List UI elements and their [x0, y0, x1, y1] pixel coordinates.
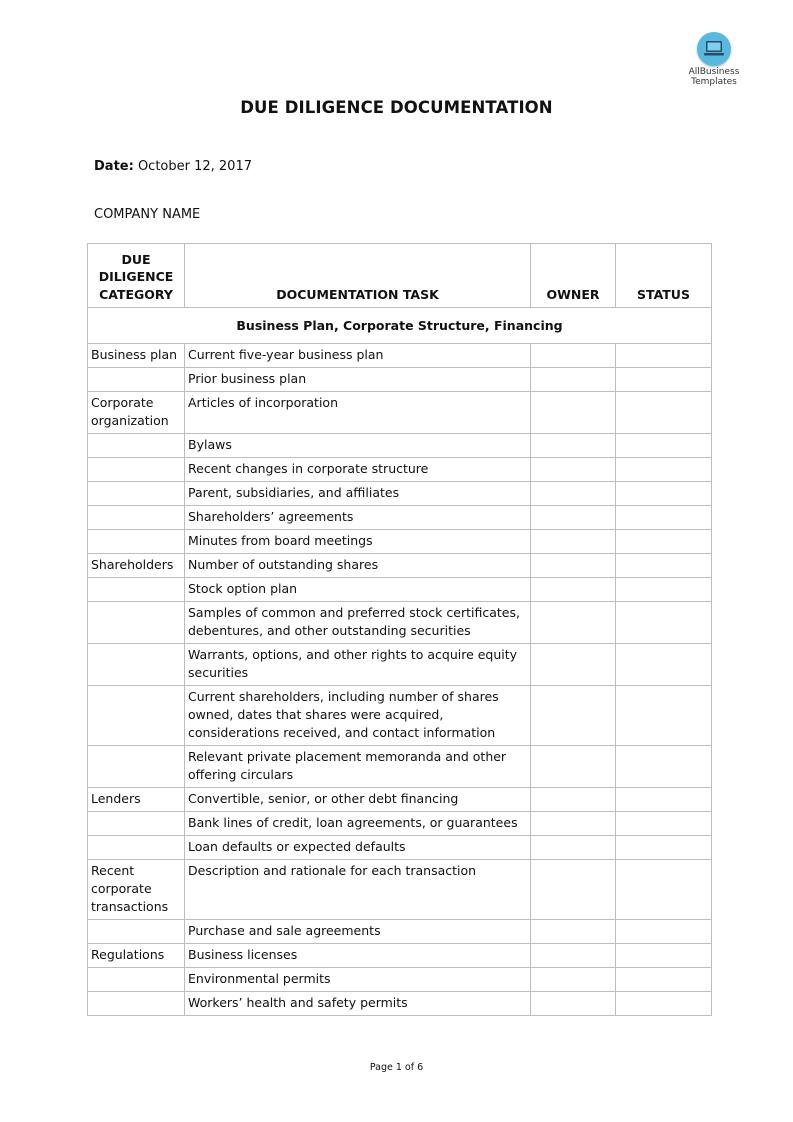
- status-cell: [616, 836, 712, 860]
- header-category-line: DILIGENCE: [98, 269, 174, 284]
- allbusiness-templates-logo: [686, 32, 742, 87]
- category-cell: [88, 812, 185, 836]
- table-row: [88, 458, 712, 482]
- logo-text-line2: Templates: [691, 76, 737, 87]
- category-cell: [88, 920, 185, 944]
- status-cell: [616, 968, 712, 992]
- owner-cell: [531, 686, 616, 746]
- status-cell: [616, 554, 712, 578]
- table-row: [88, 578, 712, 602]
- company-name: COMPANY NAME: [94, 207, 201, 222]
- task-cell: Business licenses: [185, 944, 531, 968]
- table-row: [88, 482, 712, 506]
- category-cell: [88, 602, 185, 644]
- category-cell: [88, 578, 185, 602]
- owner-cell: [531, 836, 616, 860]
- owner-cell: [531, 506, 616, 530]
- table-row: [88, 644, 712, 686]
- logo-text-line1: AllBusiness: [688, 67, 740, 77]
- category-cell: [88, 434, 185, 458]
- table-row: [88, 392, 712, 434]
- category-cell: [88, 992, 185, 1016]
- category-cell: [88, 836, 185, 860]
- category-cell: [88, 644, 185, 686]
- date-label: Date:: [94, 159, 134, 174]
- category-cell: Recent corporate transactions: [88, 860, 185, 920]
- task-cell: Convertible, senior, or other debt financing: [185, 788, 531, 812]
- task-cell: Articles of incorporation: [185, 392, 531, 434]
- status-cell: [616, 920, 712, 944]
- laptop-icon: [697, 32, 731, 66]
- table-row: [88, 920, 712, 944]
- table-row: [88, 530, 712, 554]
- table-row: [88, 968, 712, 992]
- status-cell: [616, 392, 712, 434]
- status-cell: [616, 368, 712, 392]
- owner-cell: [531, 812, 616, 836]
- task-cell: Warrants, options, and other rights to acquire equity securities: [185, 644, 531, 686]
- task-cell: Shareholders’ agreements: [185, 506, 531, 530]
- task-cell: Number of outstanding shares: [185, 554, 531, 578]
- status-cell: [616, 506, 712, 530]
- section-title: Business Plan, Corporate Structure, Financing: [88, 308, 712, 344]
- owner-cell: [531, 968, 616, 992]
- category-cell: Regulations: [88, 944, 185, 968]
- category-cell: Corporate organization: [88, 392, 185, 434]
- owner-cell: [531, 644, 616, 686]
- status-cell: [616, 860, 712, 920]
- category-cell: [88, 482, 185, 506]
- status-cell: [616, 686, 712, 746]
- status-cell: [616, 746, 712, 788]
- task-cell: Prior business plan: [185, 368, 531, 392]
- page-number: Page 1 of 6: [369, 1062, 424, 1073]
- owner-cell: [531, 944, 616, 968]
- due-diligence-table: [87, 243, 712, 1016]
- table-row: [88, 992, 712, 1016]
- task-cell: Bylaws: [185, 434, 531, 458]
- header-status: STATUS: [616, 244, 712, 308]
- header-task: DOCUMENTATION TASK: [185, 244, 531, 308]
- header-category-line: DUE: [121, 251, 151, 267]
- table-row: [88, 368, 712, 392]
- category-cell: [88, 368, 185, 392]
- date-value: October 12, 2017: [137, 159, 252, 174]
- category-cell: [88, 458, 185, 482]
- owner-cell: [531, 992, 616, 1016]
- table-header-row: [88, 244, 712, 308]
- task-cell: Current shareholders, including number of shares owned, dates that shares were acquired, considerations received, and contact information: [185, 686, 531, 746]
- status-cell: [616, 812, 712, 836]
- table-row: [88, 602, 712, 644]
- table-row: [88, 836, 712, 860]
- table-row: [88, 506, 712, 530]
- task-cell: Minutes from board meetings: [185, 530, 531, 554]
- category-cell: [88, 686, 185, 746]
- owner-cell: [531, 530, 616, 554]
- task-cell: Purchase and sale agreements: [185, 920, 531, 944]
- owner-cell: [531, 920, 616, 944]
- status-cell: [616, 434, 712, 458]
- status-cell: [616, 344, 712, 368]
- table-row: [88, 788, 712, 812]
- owner-cell: [531, 746, 616, 788]
- table-row: [88, 434, 712, 458]
- status-cell: [616, 482, 712, 506]
- table-row: [88, 812, 712, 836]
- status-cell: [616, 458, 712, 482]
- owner-cell: [531, 458, 616, 482]
- owner-cell: [531, 392, 616, 434]
- status-cell: [616, 578, 712, 602]
- task-cell: Samples of common and preferred stock certificates, debentures, and other outstanding securities: [185, 602, 531, 644]
- status-cell: [616, 944, 712, 968]
- owner-cell: [531, 344, 616, 368]
- owner-cell: [531, 788, 616, 812]
- task-cell: Relevant private placement memoranda and other offering circulars: [185, 746, 531, 788]
- header-owner: OWNER: [531, 244, 616, 308]
- table-row: [88, 554, 712, 578]
- header-category-line: CATEGORY: [99, 286, 173, 302]
- status-cell: [616, 644, 712, 686]
- table-row: [88, 746, 712, 788]
- category-cell: [88, 506, 185, 530]
- status-cell: [616, 602, 712, 644]
- task-cell: Current five-year business plan: [185, 344, 531, 368]
- table-row: [88, 686, 712, 746]
- status-cell: [616, 530, 712, 554]
- task-cell: Loan defaults or expected defaults: [185, 836, 531, 860]
- category-cell: [88, 530, 185, 554]
- category-cell: Business plan: [88, 344, 185, 368]
- category-cell: Shareholders: [88, 554, 185, 578]
- section-row: [88, 308, 712, 344]
- table-row: [88, 860, 712, 920]
- status-cell: [616, 788, 712, 812]
- date-line: [94, 159, 252, 174]
- document-title: DUE DILIGENCE DOCUMENTATION: [240, 98, 553, 117]
- owner-cell: [531, 554, 616, 578]
- category-cell: [88, 746, 185, 788]
- status-cell: [616, 992, 712, 1016]
- owner-cell: [531, 578, 616, 602]
- table-row: [88, 344, 712, 368]
- task-cell: Parent, subsidiaries, and affiliates: [185, 482, 531, 506]
- task-cell: Environmental permits: [185, 968, 531, 992]
- owner-cell: [531, 434, 616, 458]
- owner-cell: [531, 602, 616, 644]
- logo-text: [686, 68, 742, 87]
- category-cell: [88, 968, 185, 992]
- task-cell: Stock option plan: [185, 578, 531, 602]
- task-cell: Bank lines of credit, loan agreements, or guarantees: [185, 812, 531, 836]
- owner-cell: [531, 482, 616, 506]
- owner-cell: [531, 860, 616, 920]
- header-category: [88, 244, 185, 308]
- task-cell: Recent changes in corporate structure: [185, 458, 531, 482]
- task-cell: Description and rationale for each transaction: [185, 860, 531, 920]
- table-row: [88, 944, 712, 968]
- owner-cell: [531, 368, 616, 392]
- category-cell: Lenders: [88, 788, 185, 812]
- task-cell: Workers’ health and safety permits: [185, 992, 531, 1016]
